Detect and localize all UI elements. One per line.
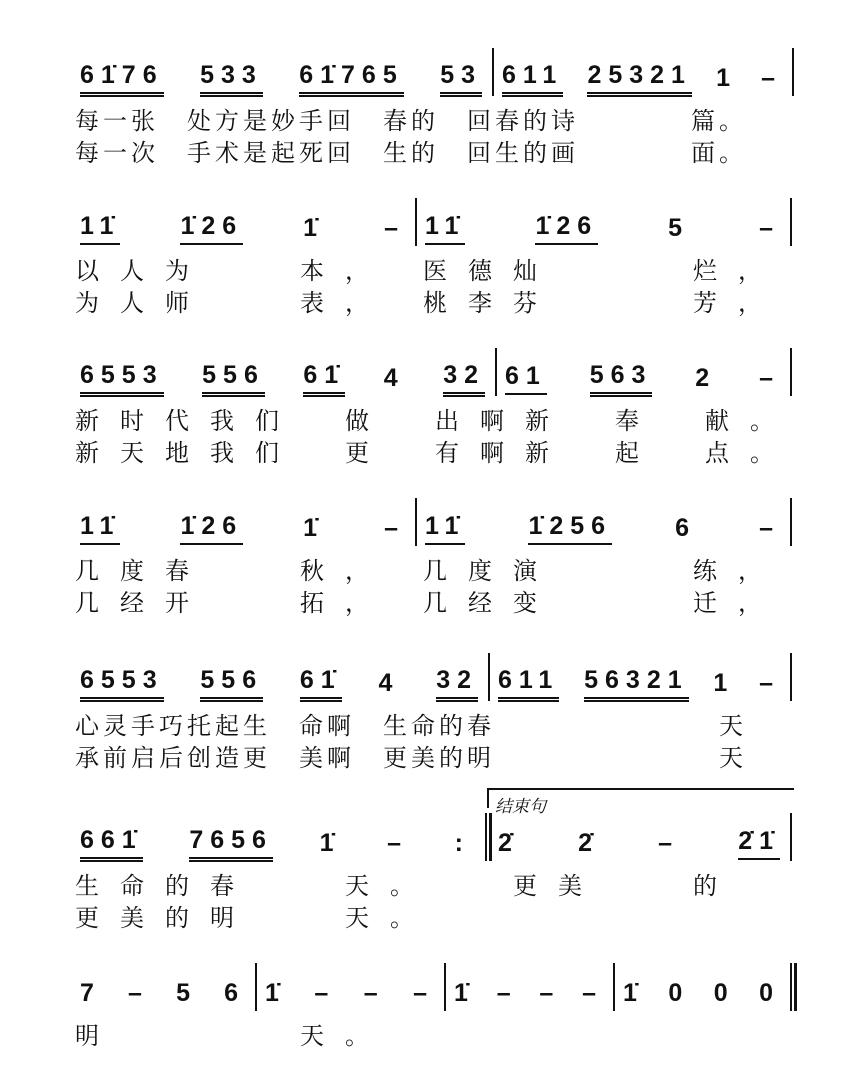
note-group: 61̇765 <box>299 60 404 97</box>
note-group: – <box>658 829 680 857</box>
measure <box>70 823 480 863</box>
note-group: 1̇26 <box>535 211 598 245</box>
score-row <box>0 823 865 943</box>
note-group: – <box>761 64 782 92</box>
note-group: 11̇ <box>425 211 465 245</box>
bar-line <box>790 498 792 546</box>
lyrics-verse-1: 心灵手巧托起生 命啊 生命的春 天 <box>75 712 747 740</box>
note-group: 1 <box>713 669 735 697</box>
bar-line <box>444 963 446 1011</box>
note-group: 6 <box>675 514 697 542</box>
notes-line <box>0 973 865 1013</box>
note-group: 556 <box>202 360 265 397</box>
ending-bracket <box>487 788 794 817</box>
note-group: – <box>128 979 149 1007</box>
note-group: 56321 <box>584 665 689 702</box>
measure <box>70 508 415 548</box>
note-group: 1̇ <box>265 979 286 1007</box>
note-group: – <box>314 979 336 1007</box>
bar-line <box>415 498 417 546</box>
lyrics-verse-2: 几经开 拓， 几经变 迁， <box>75 589 783 617</box>
note-group: 4 <box>378 669 400 697</box>
note-group: 11̇ <box>425 511 465 545</box>
notes-line <box>0 58 865 98</box>
note-group: 611 <box>502 60 563 97</box>
bar-line <box>492 48 494 96</box>
note-group: 2̇ <box>578 829 599 857</box>
note-group: 5 <box>176 979 197 1007</box>
note-group: 0 <box>759 979 780 1007</box>
note-group: 611 <box>498 665 559 702</box>
lyrics-verse-2: 承前启后创造更 美啊 更美的明 天 <box>75 744 747 772</box>
note-group: 61̇ <box>300 665 342 702</box>
bar-line <box>790 653 792 701</box>
note-group: 0 <box>713 979 735 1007</box>
note-group: 7656 <box>189 825 273 862</box>
bar-line <box>790 348 792 396</box>
note-group: 1̇ <box>454 979 475 1007</box>
score-row <box>0 663 865 783</box>
measure <box>70 58 492 98</box>
note-group: 1̇ <box>303 514 325 542</box>
bar-line <box>792 48 794 96</box>
note-group: – <box>759 214 780 242</box>
note-group: – <box>759 364 780 392</box>
lyrics-verse-2: 每一次 手术是起死回 生的 回生的画 面。 <box>75 139 747 167</box>
bar-line <box>790 813 792 861</box>
note-group: 6 <box>224 979 245 1007</box>
lyrics-verse-2: 更美的明 天。 <box>75 904 435 932</box>
measure <box>444 973 613 1013</box>
score-row <box>0 358 865 478</box>
double-bar-line <box>485 813 492 861</box>
measure <box>255 973 444 1013</box>
ending-label: 结束句 <box>495 797 546 817</box>
note-group: 61̇76 <box>80 60 164 97</box>
note-group: 1̇256 <box>528 511 612 545</box>
lyrics-verse-1: 每一张 处方是妙手回 春的 回春的诗 篇。 <box>75 107 747 135</box>
notes-line <box>0 663 865 703</box>
note-group: 533 <box>200 60 263 97</box>
bar-line <box>415 198 417 246</box>
notes-line <box>0 508 865 548</box>
lyrics-verse-1: 生命的春 天。 更美 的 <box>75 872 738 900</box>
note-group: 661̇ <box>80 825 143 862</box>
note-group: 32 <box>443 360 485 397</box>
lyrics-verse-1: 新时代我们 做 出啊新 奉 献。 <box>75 407 795 435</box>
note-group: – <box>759 669 780 697</box>
note-group: 25321 <box>587 60 692 97</box>
note-group: 53 <box>440 60 482 97</box>
note-group: 1̇26 <box>180 511 243 545</box>
note-group: 1̇ <box>319 829 341 857</box>
notes-line <box>0 208 865 248</box>
measure <box>488 823 790 863</box>
measure <box>415 508 790 548</box>
bar-line <box>255 963 257 1011</box>
score-row <box>0 58 865 178</box>
note-group: 1̇ <box>623 979 644 1007</box>
measure <box>70 208 415 248</box>
note-group: 61̇ <box>303 360 345 397</box>
note-group: 61 <box>505 361 547 395</box>
measure <box>492 58 792 98</box>
lyrics-verse-1: 明 天。 <box>75 1022 390 1050</box>
note-group: – <box>496 979 518 1007</box>
score-row <box>0 508 865 628</box>
note-group: – <box>363 979 385 1007</box>
bar-line <box>488 653 490 701</box>
note-group: : <box>454 829 470 857</box>
score-row <box>0 208 865 328</box>
note-group: – <box>387 829 409 857</box>
note-group: 11̇ <box>80 211 120 245</box>
measure <box>70 663 488 703</box>
measure <box>613 973 790 1013</box>
note-group: 0 <box>668 979 690 1007</box>
note-group: 2 <box>695 364 717 392</box>
note-group: – <box>384 514 405 542</box>
lyrics-verse-1: 几度春 秋， 几度演 练， <box>75 557 783 585</box>
note-group: 6553 <box>80 360 164 397</box>
note-group: – <box>384 214 405 242</box>
note-group: 2̇ <box>498 829 519 857</box>
lyrics-verse-2: 新天地我们 更 有啊新 起 点。 <box>75 439 795 467</box>
note-group: 1̇26 <box>180 211 243 245</box>
note-group: 556 <box>200 665 263 702</box>
note-group: 32 <box>436 665 478 702</box>
measure <box>415 208 790 248</box>
bar-line <box>790 198 792 246</box>
note-group: – <box>539 979 561 1007</box>
note-group: 4 <box>383 364 405 392</box>
measure <box>495 358 790 398</box>
lyrics-verse-1: 以人为 本， 医德灿 烂， <box>75 257 783 285</box>
note-group: 1 <box>716 64 737 92</box>
note-group: 11̇ <box>80 511 120 545</box>
notes-line <box>0 358 865 398</box>
measure <box>70 358 495 398</box>
note-group: – <box>582 979 603 1007</box>
score-row <box>0 973 865 1082</box>
note-group: 1̇ <box>303 214 325 242</box>
note-group: 5 <box>668 214 690 242</box>
note-group: 7 <box>80 979 101 1007</box>
measure <box>488 663 790 703</box>
note-group: 563 <box>590 360 653 397</box>
note-group: – <box>759 514 780 542</box>
measure <box>70 973 255 1013</box>
lyrics-verse-2: 为人师 表， 桃李芬 芳， <box>75 289 783 317</box>
note-group: 2̇1̇ <box>738 826 780 860</box>
note-group: – <box>413 979 434 1007</box>
double-bar-line <box>790 963 797 1011</box>
notes-line <box>0 823 865 863</box>
bar-line <box>495 348 497 396</box>
bar-line <box>613 963 615 1011</box>
note-group: 6553 <box>80 665 164 702</box>
